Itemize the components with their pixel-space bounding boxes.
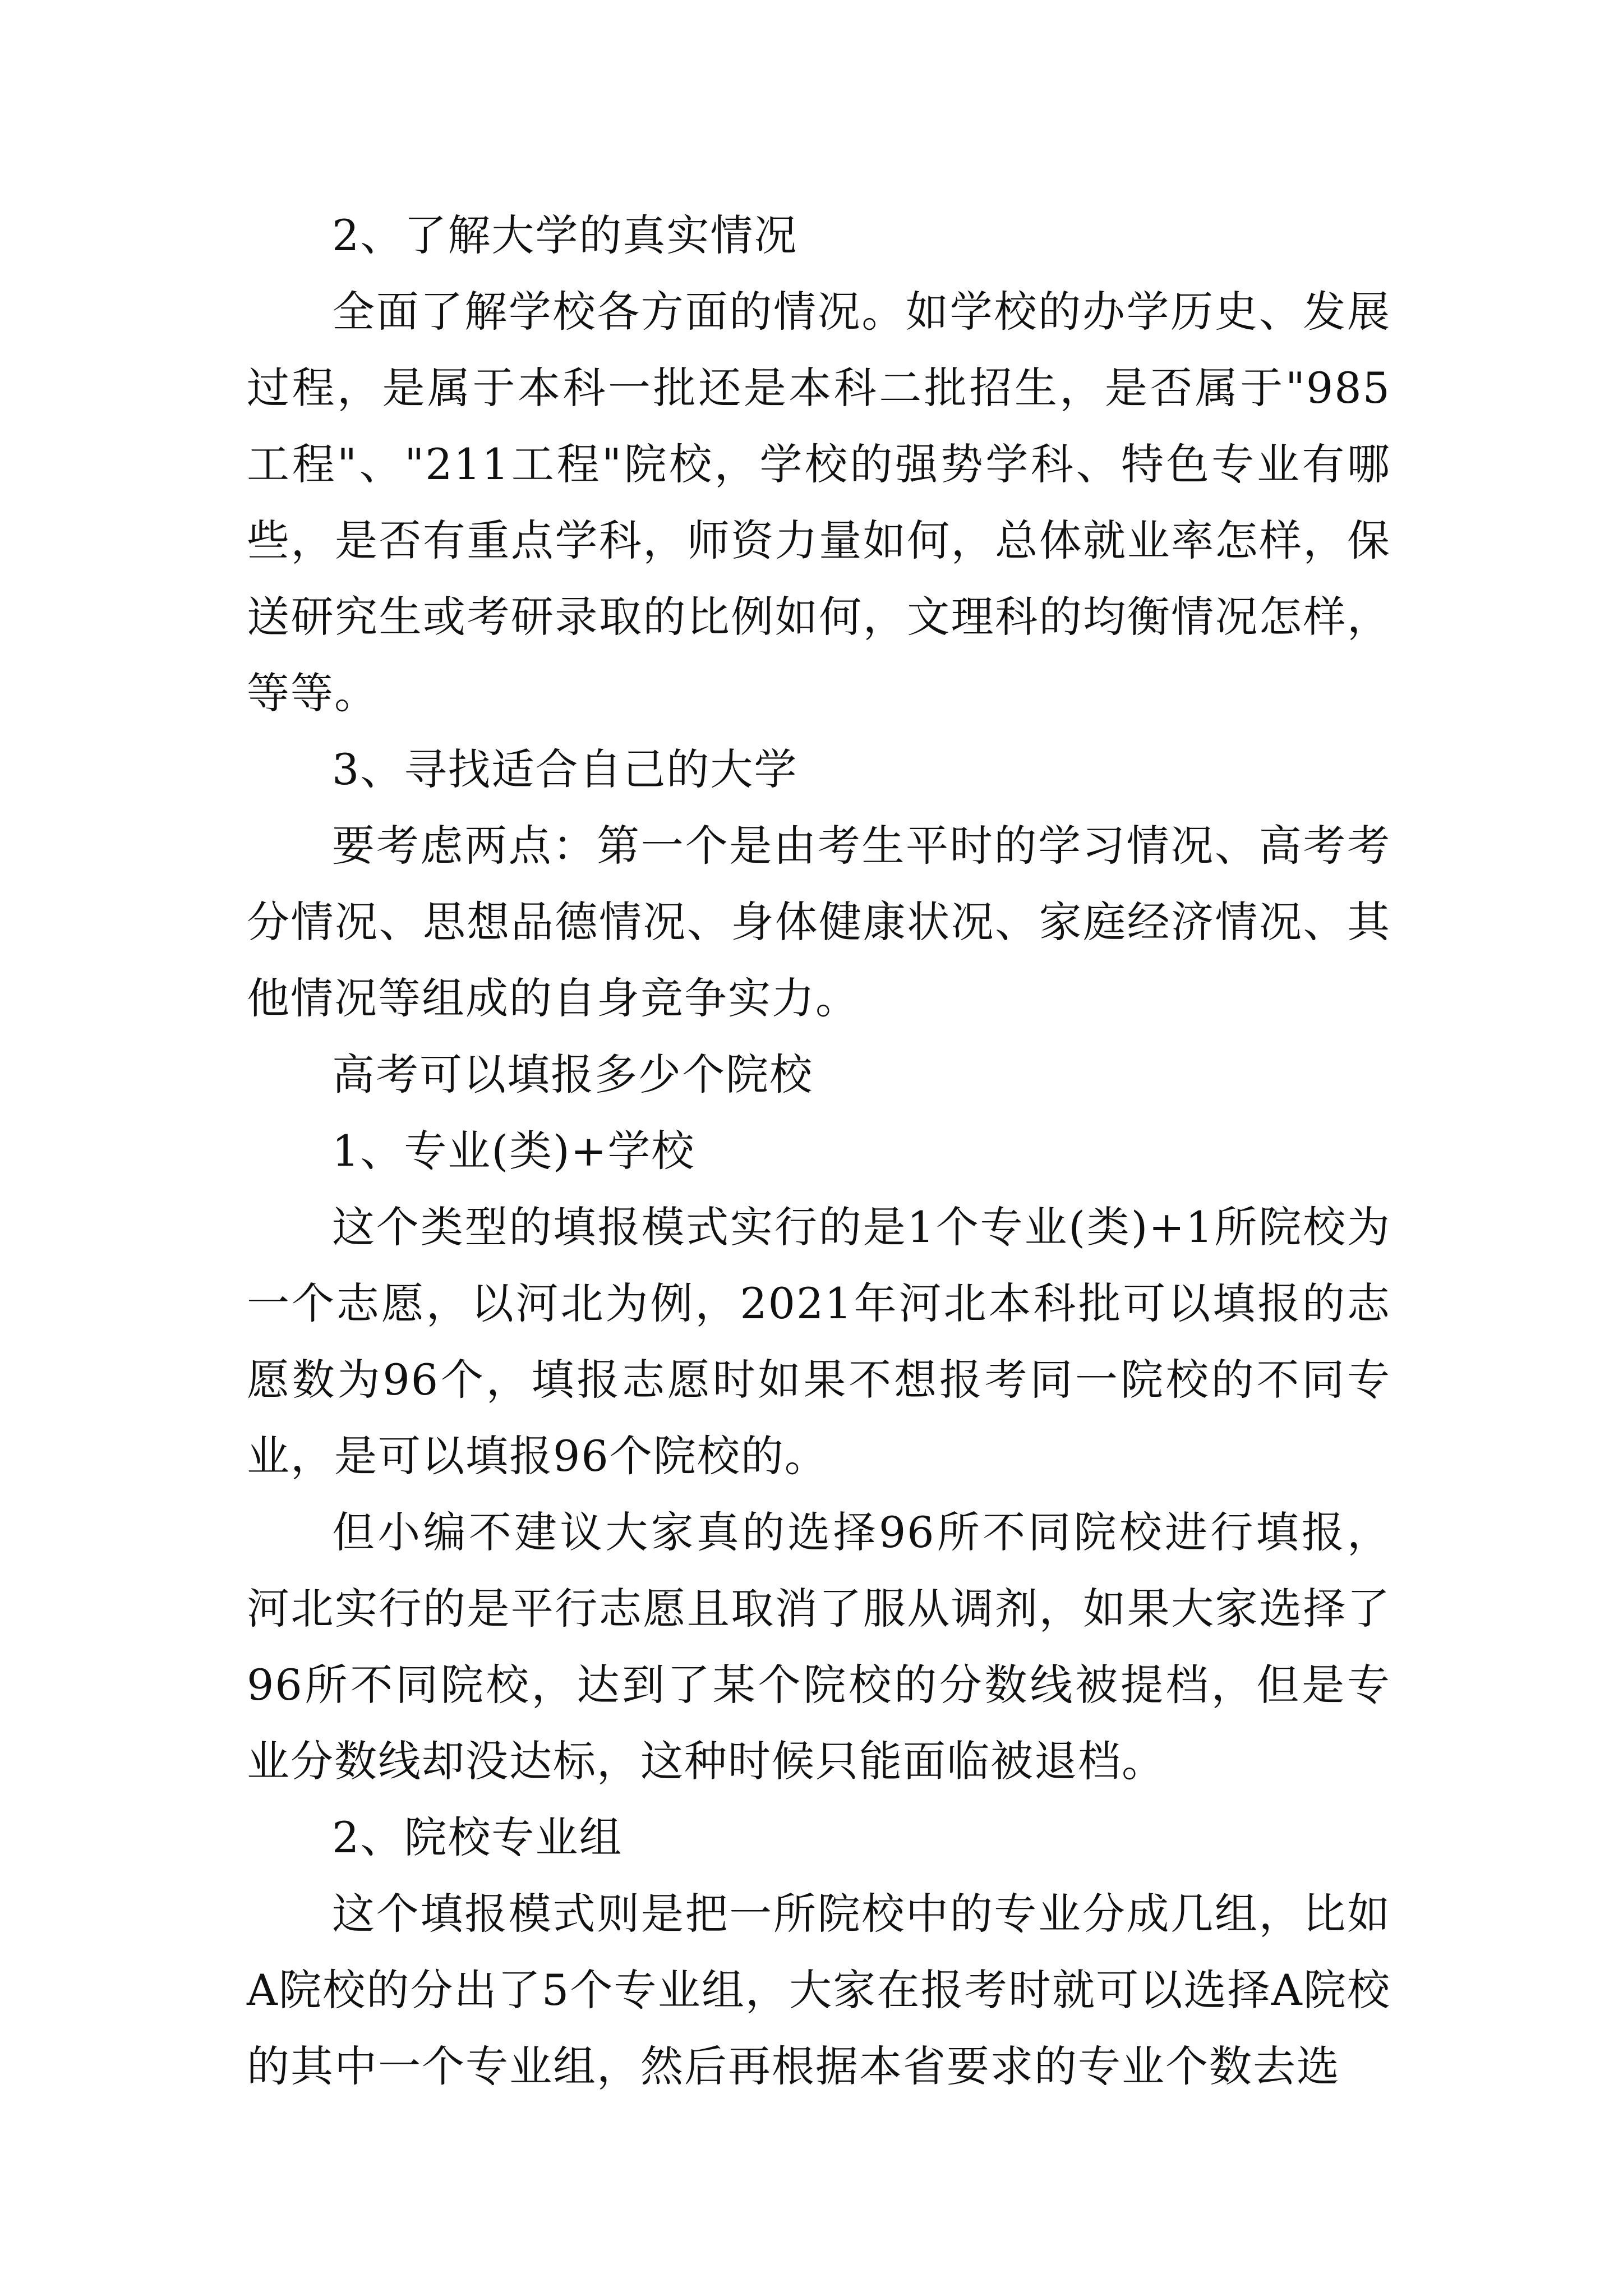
heading-major-plus-school: 1、专业(类)+学校 xyxy=(332,1126,695,1176)
paragraph-two-points: 要考虑两点：第一个是由考生平时的学习情况、高考考分情况、思想品德情况、身体健康状况、家庭经济情况、其他情况等组成的自身竞争实力。 xyxy=(247,821,1391,1023)
heading-understand-university: 2、了解大学的真实情况 xyxy=(332,210,798,260)
paragraph-major-plus-school-mode: 这个类型的填报模式实行的是1个专业(类)+1所院校为一个志愿，以河北为例，2021年河北本科批可以填报的志愿数为96个，填报志愿时如果不想报考同一院校的不同专业，是可以填报96个院校的。 xyxy=(247,1202,1391,1481)
heading-how-many-schools: 高考可以填报多少个院校 xyxy=(332,1050,813,1099)
paragraph-editor-advice: 但小编不建议大家真的选择96所不同院校进行填报，河北实行的是平行志愿且取消了服从调剂，如果大家选择了96所不同院校，达到了某个院校的分数线被提档，但是专业分数线却没达标，这种时候只能面临被退档。 xyxy=(247,1507,1391,1786)
paragraph-school-overview: 全面了解学校各方面的情况。如学校的办学历史、发展过程，是属于本科一批还是本科二批招生，是否属于"985工程"、"211工程"院校，学校的强势学科、特色专业有哪些，是否有重点学科，师资力量如何，总体就业率怎样，保送研究生或考研录取的比例如何，文理科的均衡情况怎样，等等。 xyxy=(247,287,1391,718)
paragraph-school-major-group-mode: 这个填报模式则是把一所院校中的专业分成几组，比如A院校的分出了5个专业组，大家在报考时就可以选择A院校的其中一个专业组，然后再根据本省要求的专业个数去选 xyxy=(247,1889,1391,2091)
heading-find-suitable-university: 3、寻找适合自己的大学 xyxy=(332,744,798,794)
heading-school-major-group: 2、院校专业组 xyxy=(332,1812,623,1862)
document-body xyxy=(247,197,1391,2105)
